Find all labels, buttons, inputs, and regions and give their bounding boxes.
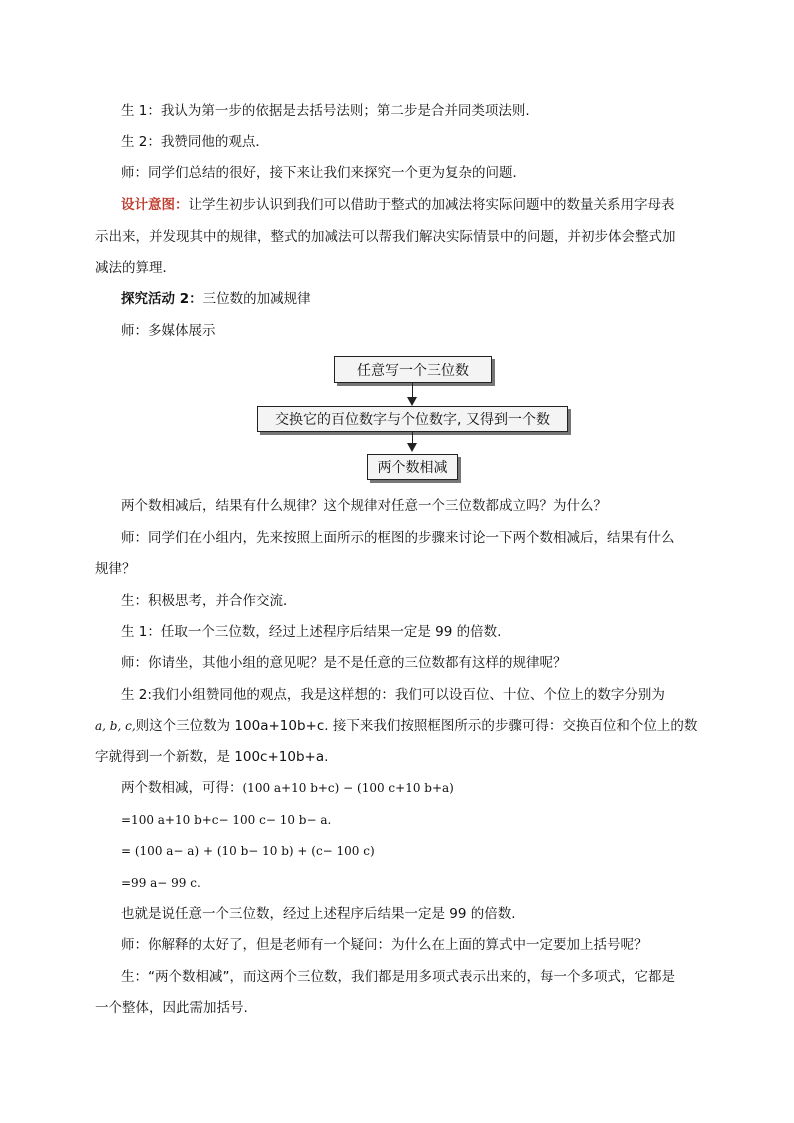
calc-expression3: = (100 a− a) + (10 b− 10 b) + (c− 100 c) (121, 844, 375, 858)
paragraph-student2: 生 2：我赞同他的观点． (121, 134, 269, 150)
calc-expression2: =100 a+10 b+c− 100 c− 10 b− a. (121, 813, 332, 827)
paragraph-student1: 生 1：我认为第一步的依据是去括号法则；第二步是合并同类项法则. (121, 103, 530, 119)
teacher3-line: 师：你请坐，其他小组的意见呢？是不是任意的三位数都有这样的规律呢？ (121, 655, 567, 671)
student3-line1: 生：“两个数相减”，而这两个三位数，我们都是用多项式表示出来的，每一个多项式，它都是 (121, 969, 675, 985)
calc-prefix: 两个数相减，可得： (121, 780, 243, 796)
activity-title: 三位数的加减规律 (202, 291, 311, 307)
arrow-down-icon (407, 443, 417, 452)
design-intent-label: 设计意图： (121, 197, 189, 213)
flowchart-step3: 两个数相减 (367, 454, 458, 480)
calc-line1 (121, 779, 704, 797)
activity-label: 探究活动 2： (121, 291, 203, 307)
activity-heading (121, 290, 704, 308)
student2-line2-text: 则这个三位数为 100a+10b+c. 接下来我们按照框图所示的步骤可得：交换百位和个位上的数 (135, 718, 698, 734)
calc-expression4: =99 a− 99 c. (121, 876, 201, 890)
design-intent-line3: 减法的算理． (95, 260, 176, 276)
design-intent-line1 (121, 196, 704, 214)
teacher4-line: 师：你解释的太好了，但是老师有一个疑问：为什么在上面的算式中一定要加上括号呢？ (121, 937, 648, 953)
paragraph-media: 师：多媒体展示 (121, 323, 216, 339)
teacher2-line1: 师：同学们在小组内，先来按照上面所示的框图的步骤来讨论一下两个数相减后，结果有什么 (121, 530, 675, 546)
paragraph-teacher1: 师：同学们总结的很好，接下来让我们来探究一个更为复杂的问题． (121, 165, 526, 181)
arrow-down-icon (407, 397, 417, 406)
flowchart-step2: 交换它的百位数字与个位数字, 又得到一个数 (257, 406, 568, 432)
design-intent-text: 让学生初步认识到我们可以借助于整式的加减法将实际问题中的数量关系用字母表 (188, 197, 675, 213)
calc-expression1: (100 a+10 b+c) − (100 c+10 b+a) (242, 781, 454, 795)
student3-line2: 一个整体，因此需加括号. (95, 1000, 248, 1016)
flowchart-step1: 任意写一个三位数 (334, 356, 492, 383)
conclusion-line: 也就是说任意一个三位数，经过上述程序后结果一定是 99 的倍数. (121, 906, 516, 922)
design-intent-line2: 示出来，并发现其中的规律，整式的加减法可以帮我们解决实际情景中的问题，并初步体会整式加 (95, 229, 676, 245)
variables-abc: a, b, c, (95, 719, 136, 733)
question-line: 两个数相减后，结果有什么规律？这个规律对任意一个三位数都成立吗？为什么？ (121, 498, 607, 514)
student2-line3: 字就得到一个新数，是 100c+10b+a. (95, 749, 329, 765)
student-discuss: 生：积极思考，并合作交流． (121, 593, 297, 609)
teacher2-line2: 规律？ (95, 561, 136, 577)
student2-line2 (95, 717, 697, 735)
student1-answer: 生 1：任取一个三位数，经过上述程序后结果一定是 99 的倍数. (121, 624, 502, 640)
student2-line1: 生 2:我们小组赞同他的观点，我是这样想的：我们可以设百位、十位、个位上的数字分别为 (121, 687, 665, 703)
